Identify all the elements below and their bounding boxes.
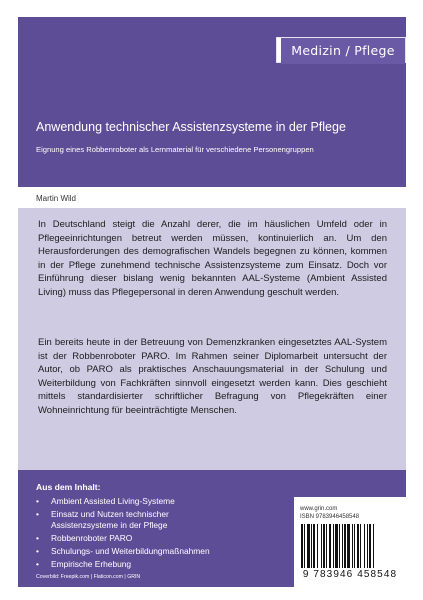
list-item-label: Empirische Erhebung xyxy=(51,559,132,569)
list-item xyxy=(36,559,236,570)
author-name: Martin Wild xyxy=(36,194,77,203)
list-item-label: Robbenroboter PARO xyxy=(51,533,133,543)
list-item-label: Schulungs- und Weiterbildungmaßnahmen xyxy=(51,546,210,556)
book-subtitle: Eignung eines Robbenroboter als Lernmaterial für verschiedene Personengruppen xyxy=(36,145,314,154)
list-item xyxy=(36,546,236,557)
description-paragraph-1: In Deutschland steigt die Anzahl derer, die im häuslichen Umfeld oder in Pflegeeinrichtungen betreut werden müssen, kontinuierlich an. Um den Herausforderungen des demografischen Wandels begegnen zu können, kommen in der Pflege zunehmend technische Assistenzsysteme zum Einsatz. Doch vor Einführung dieser bislang wenig bekannten AAL-Systeme (Ambient Assisted Living) muss das Pflegepersonal in deren Anwendung geschult werden. xyxy=(38,219,387,298)
bullet-icon: • xyxy=(36,533,39,543)
book-title: Anwendung technischer Assistenzsysteme in der Pflege xyxy=(36,120,346,134)
description-paragraph-2: Ein bereits heute in der Betreuung von Demenzkranken eingesetztes AAL-System ist der Robbenroboter PARO. Im Rahmen seiner Diplomarbeit untersucht der Autor, ob PARO als praktisches Anschauungsmaterial in der Schulung und Weiterbildung von Fachkräften sinnvoll eingesetzt werden kann. Dies geschieht mittels standardisierter schriftlicher Befragung von Pflegekräften einer Wohneinrichtung für beeinträchtigte Menschen. xyxy=(38,337,387,416)
list-item xyxy=(36,496,236,507)
bullet-icon: • xyxy=(36,546,39,556)
list-item-label: Einsatz und Nutzen technischer Assistenzsysteme in der Pflege xyxy=(51,509,169,530)
category-label: Medizin / Pflege xyxy=(281,38,405,64)
barcode-icon xyxy=(300,524,402,568)
top-band xyxy=(18,17,406,187)
publisher-url: www.grin.com xyxy=(300,506,338,512)
book-back-cover xyxy=(18,17,406,587)
contents-list xyxy=(36,496,236,572)
cover-credits: Coverbild: Freepik.com | Flaticon.com | GRIN xyxy=(36,574,141,580)
category-label-box xyxy=(276,37,406,63)
bullet-icon: • xyxy=(36,559,39,569)
barcode-number: 9 783946 458548 xyxy=(302,569,398,580)
list-item xyxy=(36,509,236,531)
isbn-text: ISBN 9783946458548 xyxy=(300,514,360,520)
bottom-band xyxy=(18,470,406,587)
contents-heading: Aus dem Inhalt: xyxy=(36,482,101,492)
description-box xyxy=(18,208,406,470)
bullet-icon: • xyxy=(36,496,39,506)
isbn-barcode-panel xyxy=(294,497,406,587)
list-item xyxy=(36,533,236,544)
bullet-icon: • xyxy=(36,509,39,519)
list-item-label: Ambient Assisted Living-Systeme xyxy=(51,496,175,506)
